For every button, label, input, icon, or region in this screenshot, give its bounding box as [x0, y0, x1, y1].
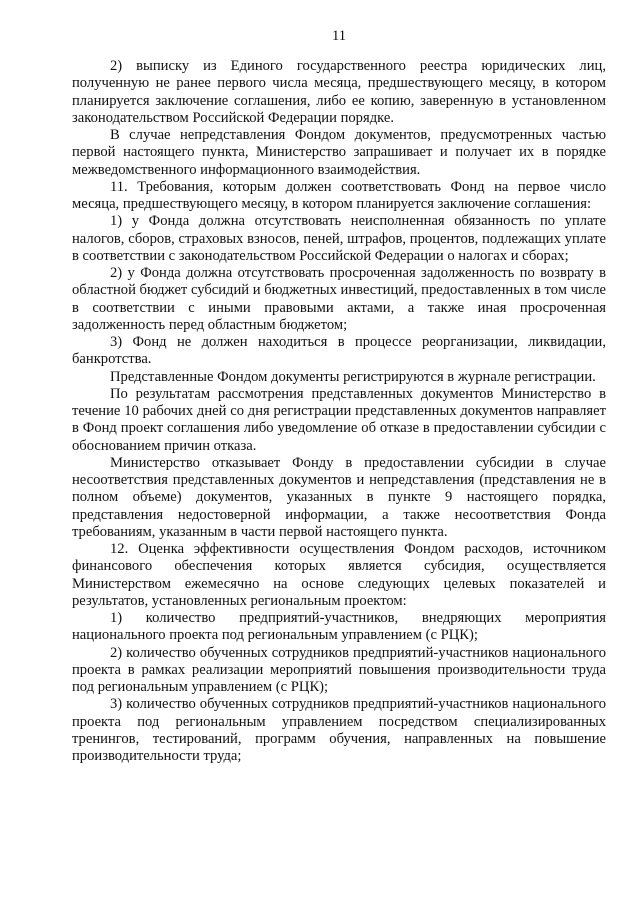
paragraph-indicator-3: 3) количество обученных сотрудников предприятий-участников национального проекта под региональным управлением посредством специализированных тренингов, тестирований, программ обучения, направленных на повышение производительности труда; [72, 696, 606, 764]
paragraph-requirement-debt: 2) у Фонда должна отсутствовать просроченная задолженность по возврату в областной бюджет субсидий и бюджетных инвестиций, предоставленных в том числе в соответствии с иными правовыми актами, а также иная просроченная задолженность перед областным бюджетом; [72, 265, 607, 333]
paragraph-refusal-grounds: Министерство отказывает Фонду в предоставлении субсидии в случае несоответствия представленных документов и непредставления (представления не в полном объеме) документов, указанных в пункте 9 настоящего порядка, представления недостоверной информации, а также несоответствия Фонда требованиям, указанным в части первой настоящего пункта. [72, 454, 606, 540]
paragraph-interagency-request: В случае непредставления Фондом документов, предусмотренных частью первой настоящего пункта, Министерство запрашивает и получает их в порядке межведомственного информационного взаимодействия. [72, 127, 606, 178]
paragraph-item-12-evaluation: 12. Оценка эффективности осуществления Фондом расходов, источником финансового обеспечения которых является субсидия, осуществляется Министерством ежемесячно на основе следующих целевых показателей и результатов, установленных региональным проектом: [72, 541, 606, 609]
paragraph-requirement-reorganization: 3) Фонд не должен находиться в процессе реорганизации, ликвидации, банкротства. [72, 334, 606, 368]
paragraph-registration: Представленные Фондом документы регистрируются в журнале регистрации. [110, 368, 596, 385]
paragraph-extract-egrul: 2) выписку из Единого государственного реестра юридических лиц, полученную не ранее первого числа месяца, предшествующего месяцу, в котором планируется заключение соглашения, либо ее копию, заверенную в установленном законодательством Российской Федерации порядке. [72, 58, 606, 126]
paragraph-item-11-requirements: 11. Требования, которым должен соответствовать Фонд на первое число месяца, предшествующего месяцу, в котором планируется заключение соглашения: [72, 178, 606, 212]
paragraph-requirement-taxes: 1) у Фонда должна отсутствовать неисполненная обязанность по уплате налогов, сборов, страховых взносов, пеней, штрафов, процентов, подлежащих уплате в соответствии с законодательством Российской Федерации о налогах и сборах; [72, 213, 606, 264]
paragraph-indicator-1: 1) количество предприятий-участников, внедряющих мероприятия национального проекта под региональным управлением (с РЦК); [72, 610, 606, 644]
paragraph-review-results: По результатам рассмотрения представленных документов Министерство в течение 10 рабочих дней со дня регистрации представленных документов направляет в Фонд проект соглашения либо уведомление об отказе в предоставлении субсидии с обоснованием причин отказа. [72, 385, 606, 454]
document-page [72, 28, 606, 765]
page-number: 11 [331, 28, 347, 44]
paragraph-indicator-2: 2) количество обученных сотрудников предприятий-участников национального проекта в рамках реализации мероприятий повышения производительности труда под региональным управлением (с РЦК); [72, 644, 606, 695]
